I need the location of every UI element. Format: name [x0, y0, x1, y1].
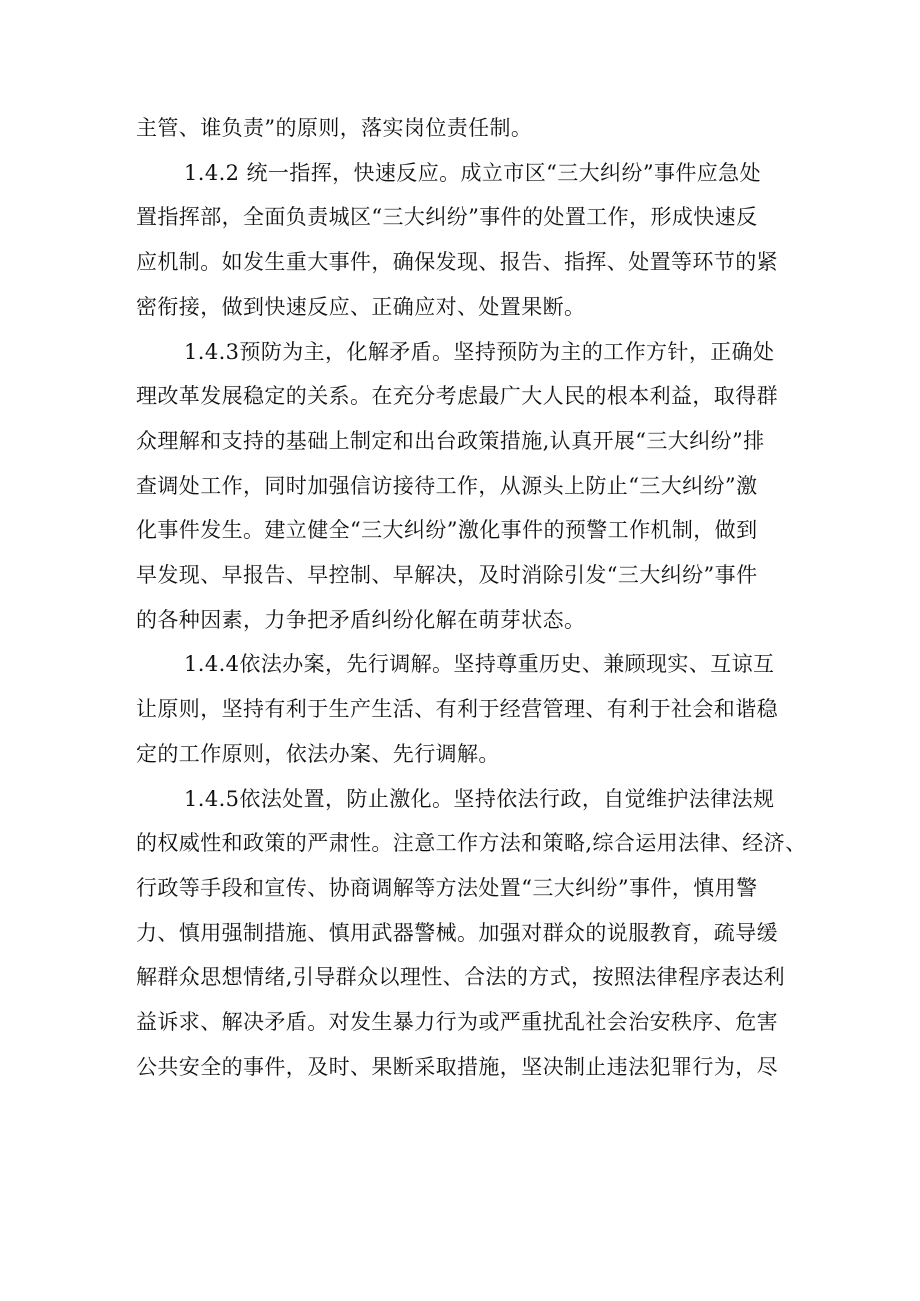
- document-body: [136, 106, 807, 1089]
- text-line: 让原则，坚持有利于生产生活、有利于经营管理、有利于社会和谐稳: [136, 697, 778, 722]
- text-line: 的权威性和政策的严肃性。注意工作方法和策略,综合运用法律、经济、: [136, 831, 807, 856]
- text-line: 解群众思想情绪,引导群众以理性、合法的方式，按照法律程序表达利: [136, 965, 786, 990]
- text-line: 定的工作原则，依法办案、先行调解。: [136, 741, 500, 766]
- text-line: 1.4.3预防为主，化解矛盾。坚持预防为主的工作方针，正确处: [184, 339, 775, 364]
- text-line: 主管、谁负责”的原则，落实岗位责任制。: [136, 116, 533, 140]
- text-line: 1.4.4依法办案，先行调解。坚持尊重历史、兼顾现实、互谅互: [184, 652, 775, 677]
- text-line: 行政等手段和宣传、协商调解等方法处置“三大纠纷”事件，慎用警: [136, 875, 758, 900]
- text-line: 力、慎用强制措施、慎用武器警械。加强对群众的说服教育，疏导缓: [136, 920, 778, 945]
- text-line: 密衔接，做到快速反应、正确应对、处置果断。: [136, 294, 586, 319]
- text-line: 理改革发展稳定的关系。在充分考虑最广大人民的根本利益，取得群: [136, 384, 778, 409]
- text-line: 应机制。如发生重大事件，确保发现、报告、指挥、处置等环节的紧: [136, 250, 778, 275]
- text-line: 益诉求、解决矛盾。对发生暴力行为或严重扰乱社会治安秩序、危害: [136, 1010, 778, 1035]
- text-line: 众理解和支持的基础上制定和出台政策措施,认真开展“三大纠纷”排: [136, 428, 765, 453]
- text-line: 的各种因素，力争把矛盾纠纷化解在萌芽状态。: [136, 607, 586, 632]
- paragraph-1-4-2: [136, 151, 788, 330]
- text-line: 1.4.5依法处置，防止激化。坚持依法行政，自觉维护法律法规: [184, 786, 775, 811]
- text-line: 化事件发生。建立健全“三大纠纷”激化事件的预警工作机制，做到: [136, 518, 758, 543]
- text-line: 查调处工作，同时加强信访接待工作，从源头上防止“三大纠纷”激: [136, 473, 758, 498]
- paragraph-1-4-4: [136, 642, 788, 776]
- paragraph-continuation: [136, 106, 788, 151]
- text-line: 1.4.2 统一指挥，快速反应。成立市区“三大纠纷”事件应急处: [184, 160, 761, 185]
- text-line: 早发现、早报告、早控制、早解决，及时消除引发“三大纠纷”事件: [136, 563, 758, 588]
- paragraph-1-4-3: [136, 330, 788, 643]
- paragraph-1-4-5: [136, 777, 807, 1090]
- text-line: 置指挥部，全面负责城区“三大纠纷”事件的处置工作，形成快速反: [136, 205, 758, 230]
- text-line: 公共安全的事件，及时、果断采取措施，坚决制止违法犯罪行为，尽: [136, 1054, 778, 1079]
